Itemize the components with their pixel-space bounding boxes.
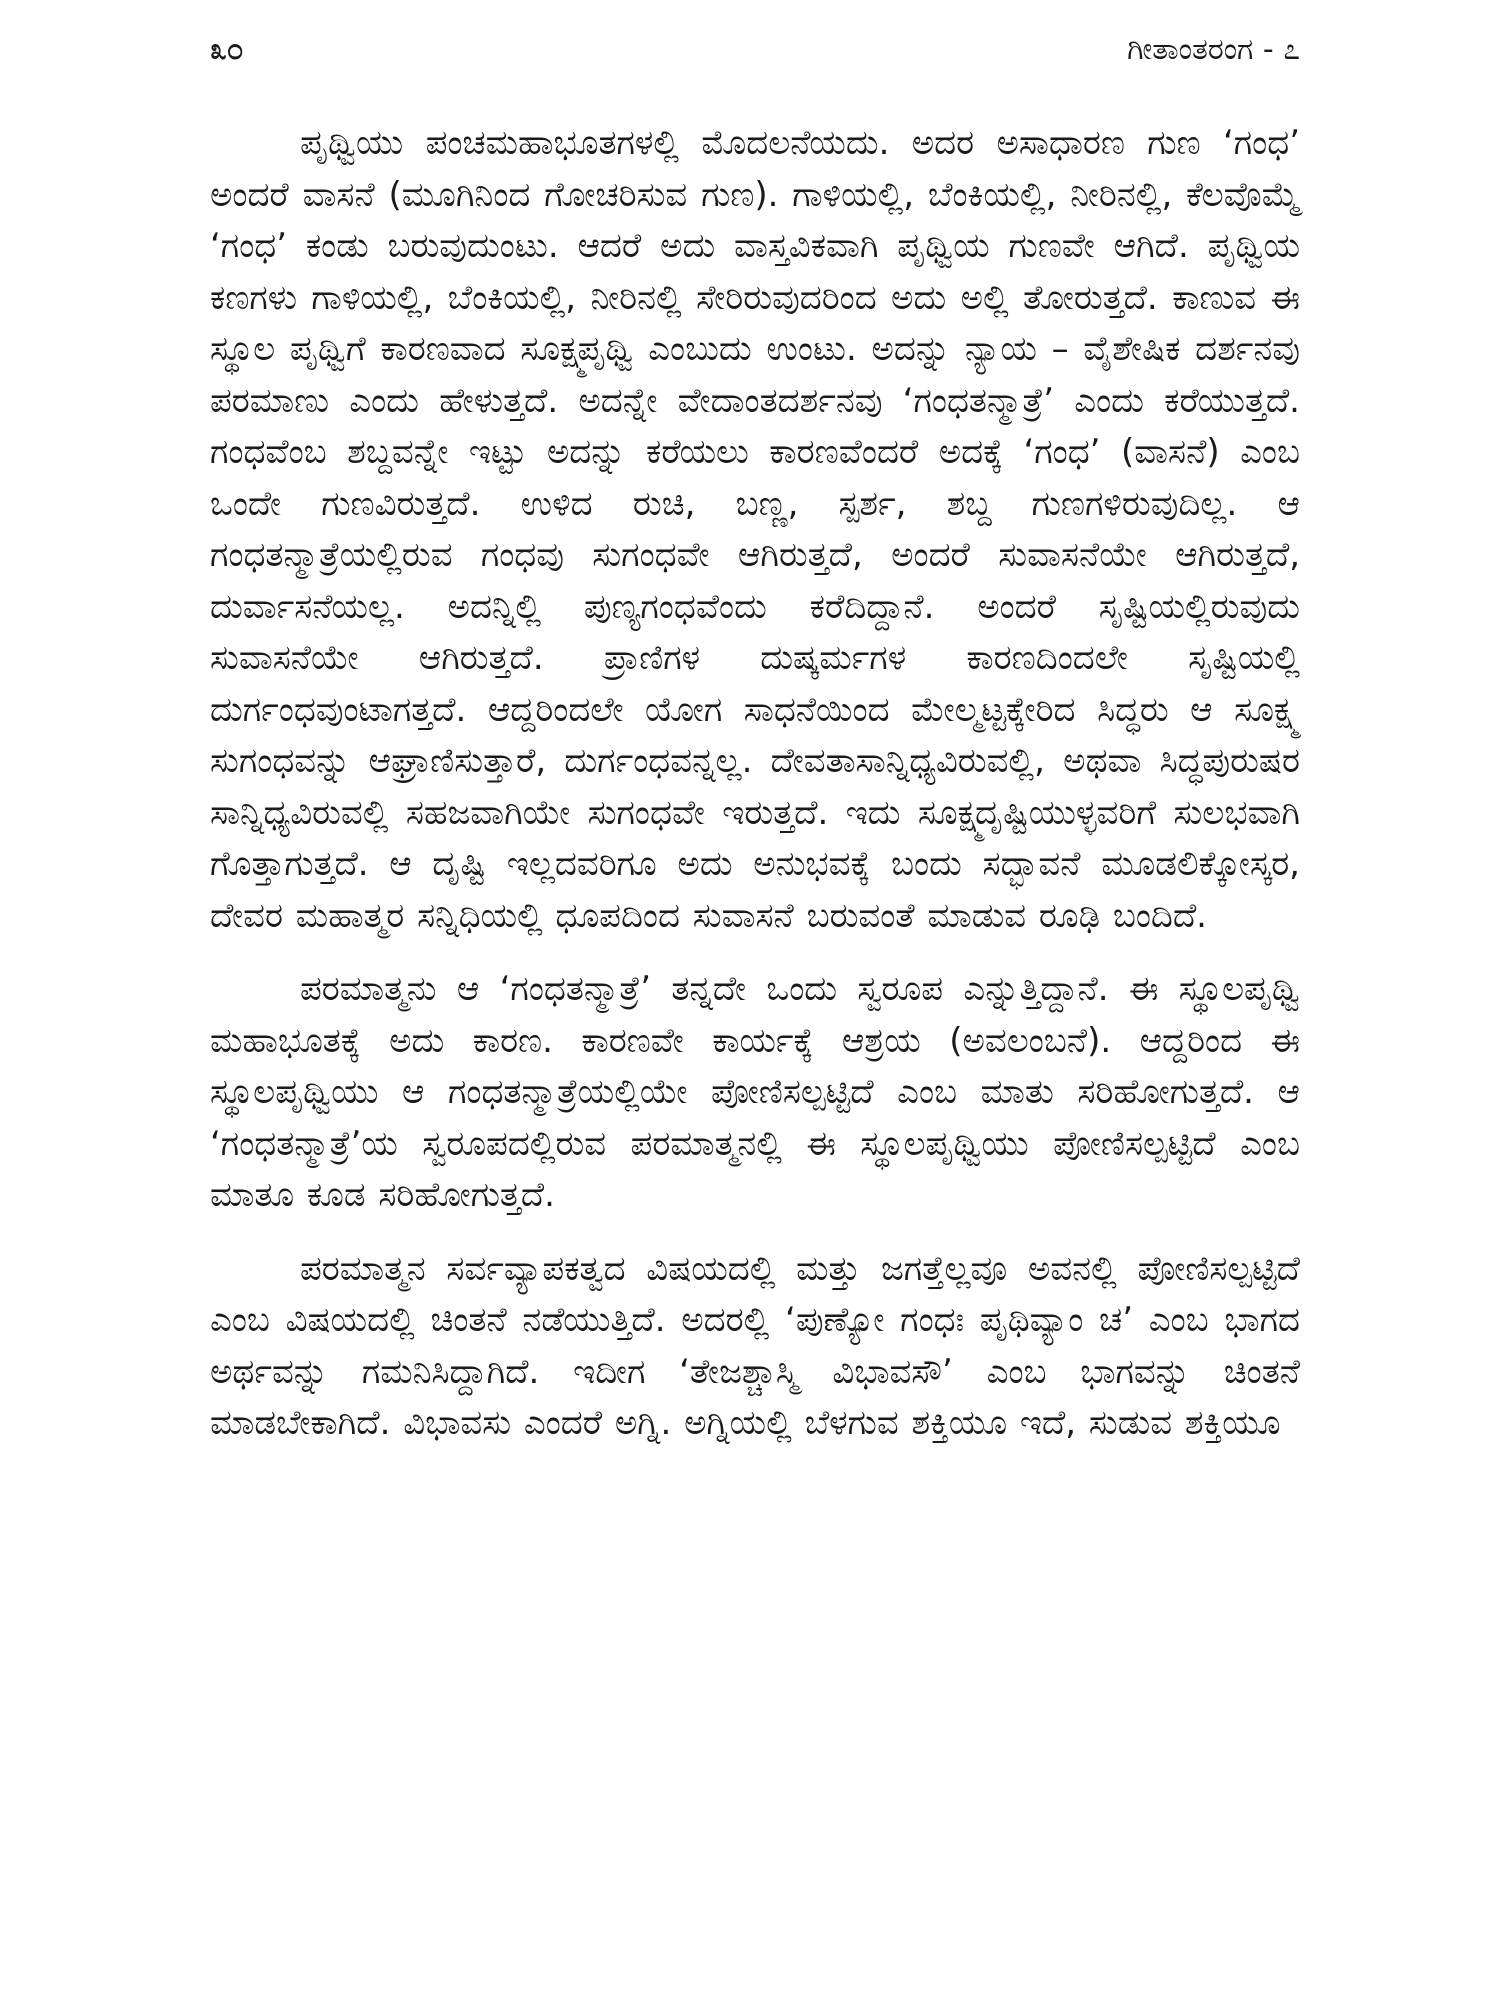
page-number: ೩೦: [210, 32, 244, 67]
page-header: [210, 30, 1300, 88]
running-title: ಗೀತಾಂತರಂಗ - ೭: [1127, 32, 1300, 67]
paragraph-3: ಪರಮಾತ್ಮನ ಸರ್ವವ್ಯಾಪಕತ್ವದ ವಿಷಯದಲ್ಲಿ ಮತ್ತು ಜಗತ್ತೆಲ್ಲವೂ ಅವನಲ್ಲಿ ಪೋಣಿಸಲ್ಪಟ್ಟಿದೆ ಎಂಬ ವಿಷಯದಲ್ಲಿ ಚಿಂತನೆ ನಡೆಯುತ್ತಿದೆ. ಅದರಲ್ಲಿ ‘ಪುಣ್ಯೋ ಗಂಧಃ ಪೃಥಿವ್ಯಾಂ ಚ’ ಎಂಬ ಭಾಗದ ಅರ್ಥವನ್ನು ಗಮನಿಸಿದ್ದಾಗಿದೆ. ಇದೀಗ ‘ತೇಜಶ್ಚಾಸ್ಮಿ ವಿಭಾವಸೌ’ ಎಂಬ ಭಾಗವನ್ನು ಚಿಂತನೆ ಮಾಡಬೇಕಾಗಿದೆ. ವಿಭಾವಸು ಎಂದರೆ ಅಗ್ನಿ. ಅಗ್ನಿಯಲ್ಲಿ ಬೆಳಗುವ ಶಕ್ತಿಯೂ ಇದೆ, ಸುಡುವ ಶಕ್ತಿಯೂ: [210, 1248, 1300, 1443]
body-text: [210, 118, 1300, 1450]
paragraph-2: ಪರಮಾತ್ಮನು ಆ ‘ಗಂಧತನ್ಮಾತ್ರೆ’ ತನ್ನದೇ ಒಂದು ಸ್ವರೂಪ ಎನ್ನುತ್ತಿದ್ದಾನೆ. ಈ ಸ್ಥೂಲಪೃಥ್ವಿ ಮಹಾಭೂತಕ್ಕೆ ಅದು ಕಾರಣ. ಕಾರಣವೇ ಕಾರ್ಯಕ್ಕೆ ಆಶ್ರಯ (ಅವಲಂಬನೆ). ಆದ್ದರಿಂದ ಈ ಸ್ಥೂಲಪೃಥ್ವಿಯು ಆ ಗಂಧತನ್ಮಾತ್ರೆಯಲ್ಲಿಯೇ ಪೋಣಿಸಲ್ಪಟ್ಟಿದೆ ಎಂಬ ಮಾತು ಸರಿಹೋಗುತ್ತದೆ. ಆ ‘ಗಂಧತನ್ಮಾತ್ರೆ’ಯ ಸ್ವರೂಪದಲ್ಲಿರುವ ಪರಮಾತ್ಮನಲ್ಲಿ ಈ ಸ್ಥೂಲಪೃಥ್ವಿಯು ಪೋಣಿಸಲ್ಪಟ್ಟಿದೆ ಎಂಬ ಮಾತೂ ಕೂಡ ಸರಿಹೋಗುತ್ತದೆ.: [210, 969, 1300, 1215]
paragraph-1: ಪೃಥ್ವಿಯು ಪಂಚಮಹಾಭೂತಗಳಲ್ಲಿ ಮೊದಲನೆಯದು. ಅದರ ಅಸಾಧಾರಣ ಗುಣ ‘ಗಂಧ’ ಅಂದರೆ ವಾಸನೆ (ಮೂಗಿನಿಂದ ಗೋಚರಿಸುವ ಗುಣ). ಗಾಳಿಯಲ್ಲಿ, ಬೆಂಕಿಯಲ್ಲಿ, ನೀರಿನಲ್ಲಿ, ಕೆಲವೊಮ್ಮೆ ‘ಗಂಧ’ ಕಂಡು ಬರುವುದುಂಟು. ಆದರೆ ಅದು ವಾಸ್ತವಿಕವಾಗಿ ಪೃಥ್ವಿಯ ಗುಣವೇ ಆಗಿದೆ. ಪೃಥ್ವಿಯ ಕಣಗಳು ಗಾಳಿಯಲ್ಲಿ, ಬೆಂಕಿಯಲ್ಲಿ, ನೀರಿನಲ್ಲಿ ಸೇರಿರುವುದರಿಂದ ಅದು ಅಲ್ಲಿ ತೋರುತ್ತದೆ. ಕಾಣುವ ಈ ಸ್ಥೂಲ ಪೃಥ್ವಿಗೆ ಕಾರಣವಾದ ಸೂಕ್ಷ್ಮಪೃಥ್ವಿ ಎಂಬುದು ಉಂಟು. ಅದನ್ನು ನ್ಯಾಯ – ವೈಶೇಷಿಕ ದರ್ಶನವು ಪರಮಾಣು ಎಂದು ಹೇಳುತ್ತದೆ. ಅದನ್ನೇ ವೇದಾಂತದರ್ಶನವು ‘ಗಂಧತನ್ಮಾತ್ರೆ’ ಎಂದು ಕರೆಯುತ್ತದೆ. ಗಂಧವೆಂಬ ಶಬ್ದವನ್ನೇ ಇಟ್ಟು ಅದನ್ನು ಕರೆಯಲು ಕಾರಣವೆಂದರೆ ಅದಕ್ಕೆ ‘ಗಂಧ’ (ವಾಸನೆ) ಎಂಬ ಒಂದೇ ಗುಣವಿರುತ್ತದೆ. ಉಳಿದ ರುಚಿ, ಬಣ್ಣ, ಸ್ಪರ್ಶ, ಶಬ್ದ ಗುಣಗಳಿರುವುದಿಲ್ಲ. ಆ ಗಂಧತನ್ಮಾತ್ರೆಯಲ್ಲಿರುವ ಗಂಧವು ಸುಗಂಧವೇ ಆಗಿರುತ್ತದೆ, ಅಂದರೆ ಸುವಾಸನೆಯೇ ಆಗಿರುತ್ತದೆ, ದುರ್ವಾಸನೆಯಲ್ಲ. ಅದನ್ನಿಲ್ಲಿ ಪುಣ್ಯಗಂಧವೆಂದು ಕರೆದಿದ್ದಾನೆ. ಅಂದರೆ ಸೃಷ್ಟಿಯಲ್ಲಿರುವುದು ಸುವಾಸನೆಯೇ ಆಗಿರುತ್ತದೆ. ಪ್ರಾಣಿಗಳ ದುಷ್ಕರ್ಮಗಳ ಕಾರಣದಿಂದಲೇ ಸೃಷ್ಟಿಯಲ್ಲಿ ದುರ್ಗಂಧವುಂಟಾಗತ್ತದೆ. ಆದ್ದರಿಂದಲೇ ಯೋಗ ಸಾಧನೆಯಿಂದ ಮೇಲ್ಮಟ್ಟಕ್ಕೇರಿದ ಸಿದ್ಧರು ಆ ಸೂಕ್ಷ್ಮ ಸುಗಂಧವನ್ನು ಆಘ್ರಾಣಿಸುತ್ತಾರೆ, ದುರ್ಗಂಧವನ್ನಲ್ಲ. ದೇವತಾಸಾನ್ನಿಧ್ಯವಿರುವಲ್ಲಿ, ಅಥವಾ ಸಿದ್ಧಪುರುಷರ ಸಾನ್ನಿಧ್ಯವಿರುವಲ್ಲಿ ಸಹಜವಾಗಿಯೇ ಸುಗಂಧವೇ ಇರುತ್ತದೆ. ಇದು ಸೂಕ್ಷ್ಮದೃಷ್ಟಿಯುಳ್ಳವರಿಗೆ ಸುಲಭವಾಗಿ ಗೊತ್ತಾಗುತ್ತದೆ. ಆ ದೃಷ್ಟಿ ಇಲ್ಲದವರಿಗೂ ಅದು ಅನುಭವಕ್ಕೆ ಬಂದು ಸದ್ಭಾವನೆ ಮೂಡಲಿಕ್ಕೋಸ್ಕರ, ದೇವರ ಮಹಾತ್ಮರ ಸನ್ನಿಧಿಯಲ್ಲಿ ಧೂಪದಿಂದ ಸುವಾಸನೆ ಬರುವಂತೆ ಮಾಡುವ ರೂಢಿ ಬಂದಿದೆ.: [210, 123, 1300, 936]
